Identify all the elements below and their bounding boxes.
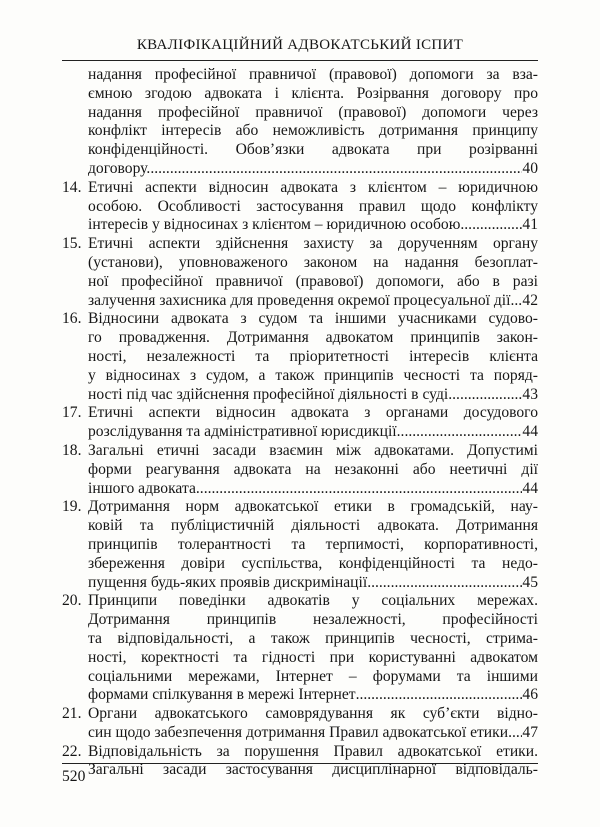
- footer-rule: [62, 763, 538, 764]
- toc-entry-line: пущення будь-яких проявів дискримінації: [88, 573, 368, 591]
- toc-entry-last-line: [88, 480, 538, 499]
- toc-page-ref: 42: [522, 291, 538, 309]
- toc-page-ref: 44: [522, 479, 538, 497]
- dot-leader: [397, 423, 523, 442]
- toc-page-ref: 44: [522, 423, 538, 441]
- toc-entry-number: 15.: [62, 235, 82, 253]
- toc-entry: [62, 179, 538, 235]
- toc-entry-number: 20.: [62, 592, 82, 610]
- toc-entry: [62, 442, 538, 498]
- toc-entry-last-line: [88, 386, 538, 405]
- toc-entry-last-line: [88, 292, 538, 311]
- toc-entry-line: ємною згодою адвоката і клієнта. Розірвання договору про: [88, 84, 538, 102]
- toc-entry: [62, 743, 538, 781]
- toc-entry-line: ності, незалежності та пріоритетності інтересів клієнта: [88, 347, 538, 365]
- page-number: 520: [62, 768, 86, 785]
- toc-entry-line: Загальні засади застосування дисциплінарної відповідаль-: [88, 761, 538, 779]
- toc-entry: [62, 498, 538, 592]
- dot-leader: [448, 386, 522, 405]
- toc-entry-line: ковій та публіцистичній діяльності адвоката. Дотримання: [88, 517, 538, 535]
- toc-entry-last-line: [88, 423, 538, 442]
- toc-entry: [62, 592, 538, 705]
- toc-entry: [62, 66, 538, 179]
- toc-entry-line: (установи), уповноваженого законом на надання безоплат-: [88, 253, 538, 271]
- toc-entry-last-line: [88, 724, 538, 743]
- toc-entry-number: 14.: [62, 178, 82, 196]
- toc-entry-line: особою. Особливості застосування правил щодо конфлікту: [88, 197, 538, 215]
- toc-entry-line: Етичні аспекти здійснення захисту за дорученням органу: [88, 235, 538, 253]
- running-head: КВАЛІФІКАЦІЙНИЙ АДВОКАТСЬКИЙ ІСПИТ: [136, 37, 464, 53]
- toc-entry-line: го провадження. Дотримання адвокатом принципів закон-: [88, 329, 538, 347]
- toc-entry-line: залучення захисника для проведення окремої процесуальної дії: [88, 291, 511, 309]
- toc-entry-number: 16.: [62, 310, 82, 328]
- toc-entry-line: збереження довіри суспільства, конфіденційності та недо-: [88, 554, 538, 572]
- toc-entry-number: 21.: [62, 705, 82, 723]
- toc-entry-line: розслідування та адміністративної юрисдикції: [88, 423, 397, 441]
- toc-entry-last-line: [88, 574, 538, 593]
- toc-entry-line: Етичні аспекти відносин адвоката з органами досудового: [88, 404, 538, 422]
- toc-entry: [62, 310, 538, 404]
- table-of-contents: [62, 66, 538, 780]
- toc-entry-line: Відповідальність за порушення Правил адвокатської етики.: [88, 742, 538, 760]
- toc-entry-line: принципів толерантності та терпимості, корпоративності,: [88, 535, 538, 553]
- toc-page-ref: 40: [522, 159, 538, 177]
- toc-entry: [62, 235, 538, 310]
- toc-entry-number: 17.: [62, 404, 82, 422]
- toc-page-ref: 45: [522, 573, 538, 591]
- toc-entry-line: договору.: [88, 159, 151, 177]
- toc-entry-line: Етичні аспекти відносин адвоката з клієнтом – юридичною: [88, 178, 538, 196]
- toc-entry-line: формами спілкування в мережі Інтернет: [88, 686, 356, 704]
- toc-entry-line: ної професійної правничої (правової) допомоги, або в разі: [88, 272, 538, 290]
- toc-entry-line: конфіденційності. Обов’язки адвоката при розірванні: [88, 141, 538, 159]
- toc-entry-line: Дотримання норм адвокатської етики в громадській, нау-: [88, 498, 538, 516]
- toc-entry-line: Принципи поведінки адвокатів у соціальних мережах.: [88, 592, 538, 610]
- toc-page-ref: 43: [522, 385, 538, 403]
- toc-entry-last-line: [88, 686, 538, 705]
- toc-entry-line: Органи адвокатського самоврядування як суб’єкти відно-: [88, 705, 538, 723]
- toc-entry-last-line: [88, 160, 538, 179]
- toc-entry-line: Загальні етичні засади взаємин між адвокатами. Допустимі: [88, 441, 538, 459]
- toc-entry-number: 19.: [62, 498, 82, 516]
- header-rule: [62, 60, 538, 61]
- dot-leader: [460, 216, 522, 235]
- toc-page-ref: 46: [522, 686, 538, 704]
- toc-entry-line: конфлікт інтересів або неможливість дотримання принципу: [88, 122, 538, 140]
- dot-leader: [150, 160, 522, 179]
- toc-entry: [62, 705, 538, 743]
- dot-leader: [367, 574, 522, 593]
- toc-entry-line: син щодо забезпечення дотримання Правил адвокатської етики: [88, 723, 509, 741]
- toc-entry-last-line: [88, 216, 538, 235]
- dot-leader: [356, 686, 523, 705]
- toc-entry-line: форми реагування адвоката на незаконні або неетичні дії: [88, 460, 538, 478]
- toc-entry-line: Дотримання принципів незалежності, професійності: [88, 611, 538, 629]
- toc-entry-line: надання професійної правничої (правової) допомоги за вза-: [88, 66, 538, 83]
- toc-entry-line: надання професійної правничої (правової) допомоги через: [88, 103, 538, 121]
- toc-entry-line: та відповідальності, а також принципів чесності, стрима-: [88, 629, 538, 647]
- toc-entry-line: соціальними мережами, Інтернет – форумами та іншими: [88, 667, 538, 685]
- toc-entry-number: 22.: [62, 742, 82, 760]
- toc-entry-line: Відносини адвоката з судом та іншими учасниками судово-: [88, 310, 538, 328]
- dot-leader: [508, 724, 522, 743]
- toc-entry-line: інтересів у відносинах з клієнтом – юридичною особою: [88, 216, 461, 234]
- toc-page-ref: 41: [522, 216, 538, 234]
- toc-entry-line: іншого адвоката: [88, 479, 196, 497]
- toc-entry: [62, 404, 538, 442]
- dot-leader: [510, 292, 522, 311]
- toc-entry-line: ності, коректності та гідності при користуванні адвокатом: [88, 648, 538, 666]
- toc-page-ref: 47: [522, 723, 538, 741]
- toc-entry-number: 18.: [62, 441, 82, 459]
- dot-leader: [196, 480, 523, 499]
- toc-entry-line: у відносинах з судом, а також принципів чесності та поряд-: [88, 366, 538, 384]
- toc-entry-line: ності під час здійснення професійної діяльності в суді: [88, 385, 449, 403]
